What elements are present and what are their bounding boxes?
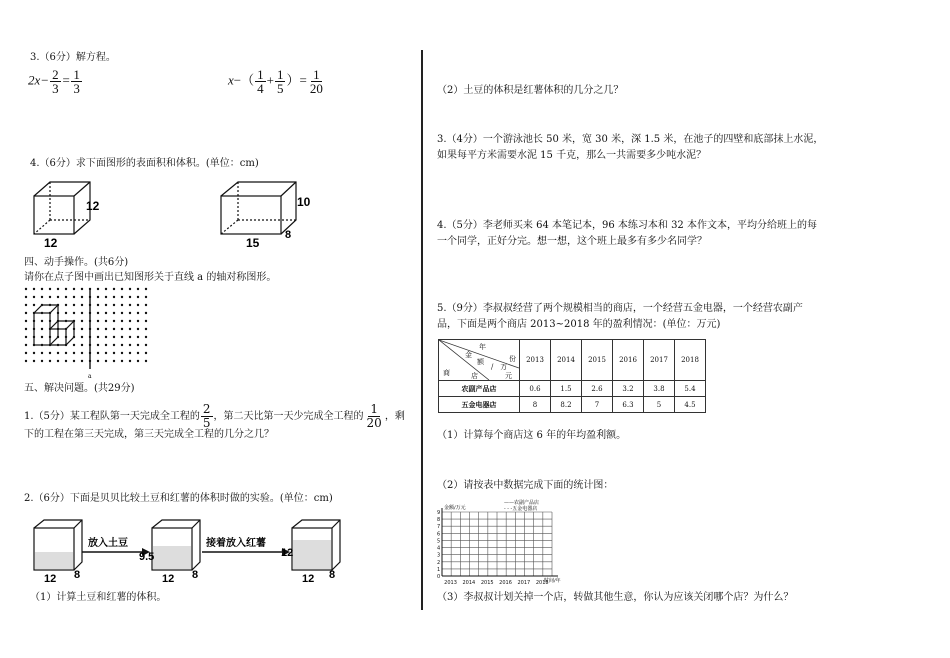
grid-dot [65, 360, 67, 362]
grid-dot [25, 312, 27, 314]
grid-dot [73, 360, 75, 362]
grid-dot [97, 296, 99, 298]
width-label-3: 12 [302, 573, 315, 585]
equation-1: 2x− $\frac{2}{3}$ = $\frac{1}{3}$ [28, 67, 80, 96]
grid-dot [129, 312, 131, 314]
q3-title: 3.（6分）解方程。 [30, 52, 116, 63]
grid-dot [41, 296, 43, 298]
grid-dot [121, 312, 123, 314]
chart-ytick-label: 2 [437, 559, 441, 566]
grid-dot [81, 296, 83, 298]
grid-dot [41, 336, 43, 338]
column-divider [421, 50, 423, 610]
depth-label-3: 8 [329, 569, 336, 581]
grid-dot [41, 352, 43, 354]
blank-line-chart[interactable] [432, 496, 572, 588]
grid-dot [137, 360, 139, 362]
problem1-line2: 下的工程在第三天完成，第三天完成全工程的几分之几？ [24, 429, 274, 440]
grid-dot [105, 328, 107, 330]
grid-dot [97, 344, 99, 346]
problem4-line1: 4.（5分）李老师买来 64 本笔记本，96 本练习本和 32 本作文本，平均分给班上的每 [437, 220, 817, 231]
profit-table [438, 339, 706, 413]
grid-dot [41, 360, 43, 362]
year-header: 2014 [551, 340, 582, 381]
grid-dot [25, 336, 27, 338]
grid-dot [97, 288, 99, 290]
chart-ytick-label: 1 [437, 566, 441, 573]
cuboid-label-width: 8 [285, 229, 292, 241]
problem3-line1: 3.（4分）一个游泳池长 50 米，宽 30 米，深 1.5 米，在池子的四壁和底部抹上水泥， [437, 134, 824, 145]
year-header: 2018 [675, 340, 706, 381]
grid-dot [73, 296, 75, 298]
chart-ytick-label: 4 [437, 545, 441, 552]
year-header: 2016 [613, 340, 644, 381]
grid-dot [81, 288, 83, 290]
water-height-2: 12 [281, 547, 294, 559]
problem2-title: 2.（6分）下面是贝贝比较土豆和红薯的体积时做的实验。(单位：cm) [24, 493, 333, 504]
chart-ytick-label: 9 [437, 510, 441, 516]
chart-xtick-label: 2013 [444, 580, 457, 586]
grid-dot [81, 320, 83, 322]
grid-dot [145, 304, 147, 306]
grid-dot [65, 288, 67, 290]
grid-dot [73, 288, 75, 290]
grid-dot [33, 360, 35, 362]
grid-dot [49, 296, 51, 298]
depth-label-2: 8 [192, 569, 199, 581]
grid-dot [73, 352, 75, 354]
grid-dot [129, 344, 131, 346]
grid-dot [129, 304, 131, 306]
grid-dot [97, 312, 99, 314]
grid-dot [49, 288, 51, 290]
grid-dot [121, 304, 123, 306]
grid-dot [97, 304, 99, 306]
cube-figure [30, 178, 110, 248]
grid-dot [145, 344, 147, 346]
grid-dot [81, 336, 83, 338]
grid-dot [25, 288, 27, 290]
chart-ytick-label: 6 [437, 531, 441, 538]
grid-dot [25, 320, 27, 322]
cube-label-width: 12 [44, 236, 58, 250]
grid-dot [145, 336, 147, 338]
grid-dot [113, 360, 115, 362]
grid-dot [129, 320, 131, 322]
grid-dot [81, 304, 83, 306]
grid-dot [145, 296, 147, 298]
cuboid-label-length: 15 [246, 236, 260, 250]
grid-dot [41, 288, 43, 290]
chart-xtick-label: 2015 [480, 580, 494, 586]
grid-dot [137, 336, 139, 338]
chart-xtick-label: 2014 [462, 580, 476, 586]
grid-dot [113, 328, 115, 330]
chart-xtick-label: 2017 [517, 580, 531, 586]
grid-dot [33, 296, 35, 298]
grid-dot [121, 296, 123, 298]
year-header: 2017 [644, 340, 675, 381]
grid-dot [113, 312, 115, 314]
grid-dot [49, 360, 51, 362]
grid-dot [121, 320, 123, 322]
grid-dot [113, 296, 115, 298]
grid-dot [113, 320, 115, 322]
axis-label-a: a [88, 373, 92, 380]
q4-title: 4.（6分）求下面图形的表面积和体积。(单位：cm) [30, 158, 259, 169]
container-experiment-figure [24, 514, 344, 586]
grid-dot [97, 320, 99, 322]
grid-dot [113, 288, 115, 290]
grid-dot [41, 320, 43, 322]
grid-dot [105, 312, 107, 314]
grid-dot [129, 336, 131, 338]
grid-dot [137, 312, 139, 314]
problem5-q2: （2）请按表中数据完成下面的统计图： [437, 480, 614, 491]
year-header: 2013 [520, 340, 551, 381]
grid-dot [97, 352, 99, 354]
grid-dot [33, 304, 35, 306]
grid-dot [137, 288, 139, 290]
grid-dot [129, 296, 131, 298]
cuboid-label-height: 10 [297, 195, 311, 209]
grid-dot [25, 352, 27, 354]
grid-dot [81, 352, 83, 354]
grid-dot [105, 352, 107, 354]
chart-xtick-label: 2016 [499, 580, 512, 586]
section4-instruction: 请你在点子图中画出已知图形关于直线 a 的轴对称图形。 [24, 272, 277, 283]
grid-dot [137, 328, 139, 330]
grid-dot [105, 360, 107, 362]
problem4-line2: 一个同学，正好分完。想一想，这个班上最多有多少名同学？ [437, 236, 707, 247]
grid-dot [81, 360, 83, 362]
problem2-sub2: （2）土豆的体积是红薯体积的几分之几？ [437, 85, 624, 96]
grid-dot [81, 328, 83, 330]
grid-dot [97, 336, 99, 338]
grid-dot [49, 352, 51, 354]
grid-dot [137, 296, 139, 298]
cuboid-figure [218, 178, 318, 250]
grid-dot [137, 352, 139, 354]
grid-dot [25, 304, 27, 306]
grid-dot [57, 352, 59, 354]
grid-dot [57, 296, 59, 298]
section4-title: 四、动手操作。(共6分) [24, 257, 129, 268]
grid-dot [113, 304, 115, 306]
table-row: 农副产品店 0.6 1.5 2.6 3.2 3.8 5.4 [439, 381, 706, 397]
width-label-1: 12 [44, 573, 57, 585]
grid-dot [25, 296, 27, 298]
grid-dot [25, 328, 27, 330]
grid-dot [65, 296, 67, 298]
grid-dot [145, 288, 147, 290]
grid-dot [105, 304, 107, 306]
grid-dot [121, 344, 123, 346]
chart-ytick-label: 8 [437, 517, 441, 524]
grid-dot [65, 352, 67, 354]
grid-dot [97, 328, 99, 330]
grid-dot [121, 288, 123, 290]
grid-dot [145, 312, 147, 314]
grid-dot [145, 360, 147, 362]
chart-ytick-label: 5 [437, 538, 441, 545]
chart-ylabel: 金额/万元 [444, 505, 466, 511]
arrow2-label: 接着放入红薯 [206, 538, 266, 549]
grid-dot [25, 360, 27, 362]
year-header: 2015 [582, 340, 613, 381]
grid-dot [105, 296, 107, 298]
grid-dot [81, 344, 83, 346]
grid-dot [73, 304, 75, 306]
grid-dot [121, 352, 123, 354]
grid-dot [145, 352, 147, 354]
cube-label-height: 12 [86, 199, 100, 213]
grid-dot [121, 328, 123, 330]
grid-dot [33, 288, 35, 290]
problem1-line1: 1.（5分）某工程队第一天完成全工程的 $\frac{2}{5}$ ，第二天比第一天少完成全工程的 $\frac{1}{20}$ ，剩 [24, 402, 405, 430]
grid-dot [145, 328, 147, 330]
grid-dot [137, 320, 139, 322]
chart-legend-1: ——农副产品店 [504, 500, 540, 506]
grid-dot [113, 344, 115, 346]
dot-grid[interactable] [26, 289, 156, 381]
table-corner-cell: 年 份 金 额 / 万 元 商 店 [439, 340, 520, 381]
equation-2: x−（ $\frac{1}{4}$ + $\frac{1}{5}$ ）= $\frac{1}{20}$ [228, 67, 323, 96]
water-height-1: 9.5 [139, 551, 155, 563]
problem5-q3: （3）李叔叔计划关掉一个店，转做其他生意，你认为应该关闭哪个店？为什么？ [437, 592, 794, 603]
grid-dot [105, 344, 107, 346]
grid-dot [41, 328, 43, 330]
problem5-q1: （1）计算每个商店这 6 年的年均盈利额。 [437, 430, 627, 441]
depth-label-1: 8 [74, 569, 81, 581]
grid-dot [105, 288, 107, 290]
grid-dot [25, 344, 27, 346]
problem5-line1: 5.（9分）李叔叔经营了两个规模相当的商店，一个经营五金电器，一个经营农副产 [437, 303, 803, 314]
chart-ytick-label: 7 [437, 524, 441, 531]
problem3-line2: 如果每平方米需要水泥 15 千克，那么一共需要多少吨水泥？ [437, 150, 707, 161]
grid-dot [145, 320, 147, 322]
grid-dot [65, 312, 67, 314]
grid-dot [129, 288, 131, 290]
grid-dot [129, 352, 131, 354]
problem2-sub1: （1）计算土豆和红薯的体积。 [30, 592, 167, 603]
chart-ytick-label: 3 [437, 552, 441, 559]
grid-dot [57, 288, 59, 290]
grid-dot [105, 320, 107, 322]
chart-ytick-label: 0 [437, 574, 441, 580]
chart-legend-2: - - -五金电器店 [504, 506, 538, 512]
width-label-2: 12 [162, 573, 175, 585]
problem5-line2: 品，下面是两个商店 2013~2018 年的盈利情况：(单位：万元) [437, 319, 721, 330]
grid-dot [121, 336, 123, 338]
chart-xlabel: 时间/年 [544, 578, 561, 584]
grid-dot [65, 304, 67, 306]
grid-dot [121, 360, 123, 362]
grid-dot [137, 304, 139, 306]
grid-dot [137, 344, 139, 346]
grid-dot [81, 312, 83, 314]
section5-title: 五、解决问题。(共29分) [24, 383, 135, 394]
grid-dot [73, 344, 75, 346]
arrow1-label: 放入土豆 [88, 538, 128, 549]
grid-dot [113, 336, 115, 338]
grid-dot [129, 360, 131, 362]
grid-dot [97, 360, 99, 362]
grid-dot [73, 312, 75, 314]
grid-dot [105, 336, 107, 338]
grid-dot [129, 328, 131, 330]
chart-xtick-label: 2018 [535, 580, 549, 586]
table-row: 五金电器店 8 8.2 7 6.3 5 4.5 [439, 397, 706, 413]
grid-dot [113, 352, 115, 354]
grid-dot [57, 360, 59, 362]
grid-dot [33, 352, 35, 354]
